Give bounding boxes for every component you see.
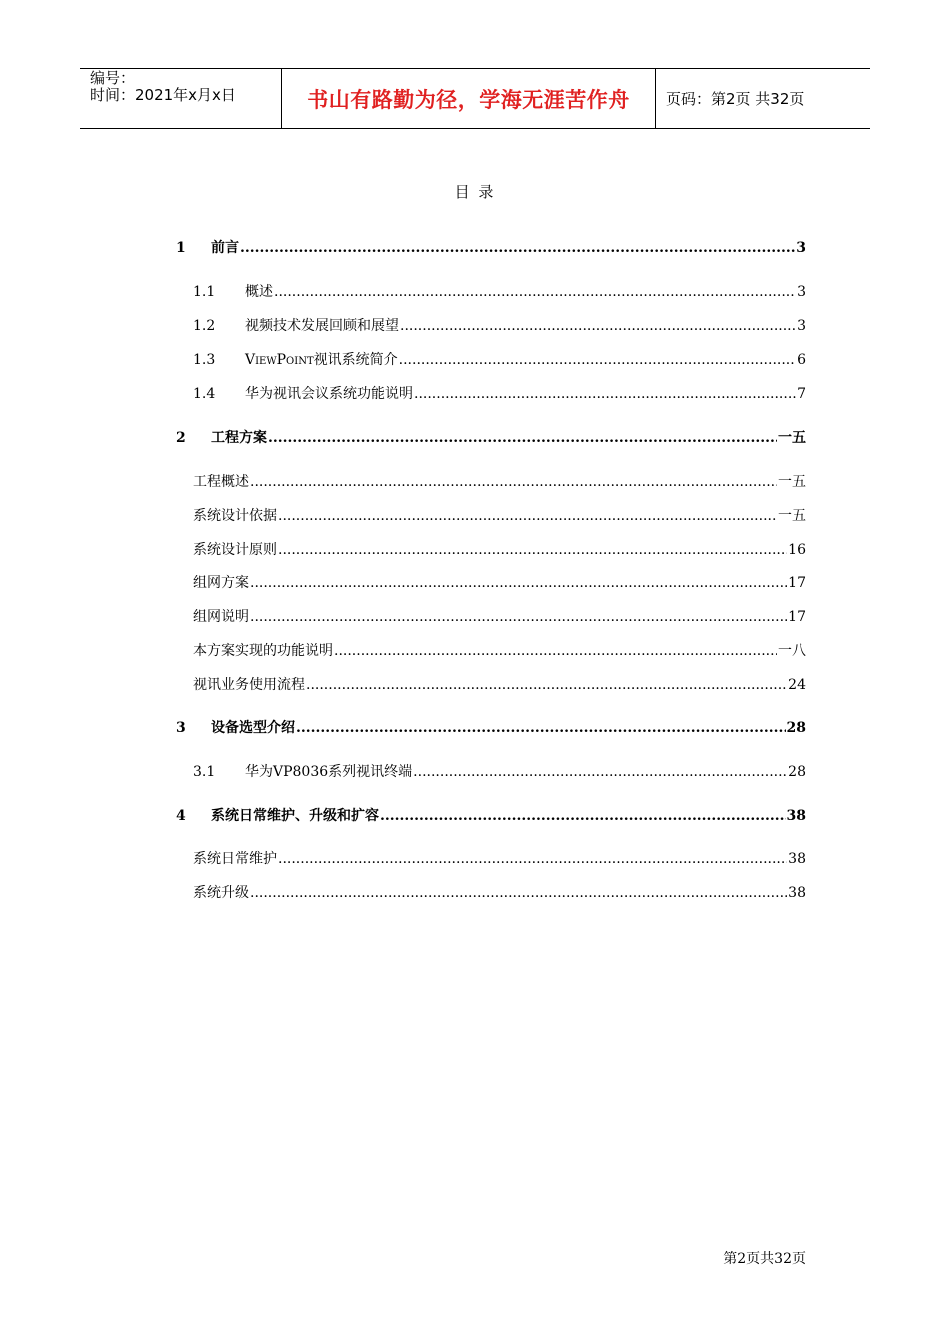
header-motto: 书山有路勤为径，学海无涯苦作舟 — [282, 69, 656, 128]
toc-entry[interactable] — [193, 316, 806, 336]
toc-entry[interactable] — [193, 883, 806, 903]
toc-entry-title: 视讯业务使用流程 — [193, 677, 305, 693]
toc-entry-number: 1.3 — [193, 352, 216, 368]
toc-leader-dots — [274, 282, 796, 302]
toc-entry[interactable] — [193, 350, 806, 370]
toc-entry-title: 系统日常维护 — [193, 851, 277, 867]
toc-entry-title: 组网说明 — [193, 609, 249, 625]
toc-entry-page: 一五 — [778, 474, 806, 490]
toc-entry[interactable] — [193, 849, 806, 869]
toc-entry[interactable] — [193, 675, 806, 695]
toc-entry[interactable] — [193, 506, 806, 526]
toc-entry-title: 系统升级 — [193, 885, 249, 901]
toc-entry-page: 28 — [788, 764, 806, 780]
toc-leader-dots — [268, 428, 777, 448]
toc-entry-number: 2 — [176, 430, 186, 446]
toc-entry-number: 1.4 — [193, 386, 216, 402]
toc-entry-title: 工程概述 — [193, 474, 249, 490]
toc-leader-dots — [240, 238, 795, 258]
toc-entry[interactable] — [193, 472, 806, 492]
toc-entry-page: 3 — [797, 318, 806, 334]
toc-leader-dots — [278, 849, 787, 869]
toc-entry-number: 3 — [176, 720, 186, 736]
toc-entry[interactable] — [193, 762, 806, 782]
toc-leader-dots — [250, 607, 787, 627]
toc-entry-page: 17 — [788, 575, 806, 591]
toc-entry-title: 组网方案 — [193, 575, 249, 591]
toc-entry-number: 1.2 — [193, 318, 216, 334]
toc-leader-dots — [250, 573, 787, 593]
toc-entry-title: ViewPoint视讯系统简介 — [245, 352, 398, 368]
toc-entry[interactable] — [176, 806, 806, 826]
document-time-label: 时间：2021年x月x日 — [90, 86, 236, 104]
toc-leader-dots — [278, 506, 777, 526]
toc-entry[interactable] — [193, 282, 806, 302]
toc-entry-number: 3.1 — [193, 764, 216, 780]
toc-entry-page: 24 — [788, 677, 806, 693]
toc-leader-dots — [399, 350, 796, 370]
toc-entry-page: 16 — [788, 542, 806, 558]
toc-entry-page: 38 — [788, 885, 806, 901]
toc-entry-title: 本方案实现的功能说明 — [193, 643, 333, 659]
toc-entry[interactable] — [176, 428, 806, 448]
toc-title: 目 录 — [454, 183, 496, 201]
toc-leader-dots — [413, 762, 787, 782]
toc-entry-page: 38 — [786, 808, 806, 824]
toc-entry-page: 17 — [788, 609, 806, 625]
toc-entry[interactable] — [193, 607, 806, 627]
toc-leader-dots — [250, 883, 787, 903]
toc-entry[interactable] — [193, 641, 806, 661]
toc-entry-title: 设备选型介绍 — [211, 720, 295, 736]
toc-entry-page: 一五 — [778, 430, 806, 446]
toc-entry[interactable] — [193, 384, 806, 404]
toc-leader-dots — [414, 384, 796, 404]
toc-entry-title: 华为视讯会议系统功能说明 — [245, 386, 413, 402]
toc-leader-dots — [380, 806, 786, 826]
toc-entry-title: 系统设计原则 — [193, 542, 277, 558]
page-footer: 第2页共32页 — [723, 1251, 806, 1267]
toc-entry-title: 前言 — [211, 240, 239, 256]
toc-entry-title: 视频技术发展回顾和展望 — [245, 318, 399, 334]
toc-entry-page: 3 — [797, 284, 806, 300]
toc-entry-number: 4 — [176, 808, 186, 824]
toc-entry-page: 28 — [786, 720, 806, 736]
toc-entry[interactable] — [193, 540, 806, 560]
toc-leader-dots — [278, 540, 787, 560]
toc-entry-title: 系统日常维护、升级和扩容 — [211, 808, 379, 824]
toc-leader-dots — [400, 316, 796, 336]
toc-entry-number: 1.1 — [193, 284, 216, 300]
toc-entry-page: 38 — [788, 851, 806, 867]
toc-entry[interactable] — [193, 573, 806, 593]
toc-entry-title: 华为VP8036系列视讯终端 — [245, 764, 413, 780]
toc-entry-page: 6 — [797, 352, 806, 368]
toc-entry-title: 工程方案 — [211, 430, 267, 446]
toc-entry-title: 系统设计依据 — [193, 508, 277, 524]
toc-entry-page: 3 — [796, 240, 806, 256]
toc-entry[interactable] — [176, 238, 806, 258]
toc-entry-number: 1 — [176, 240, 186, 256]
toc-leader-dots — [250, 472, 777, 492]
document-number-label: 编号： — [90, 69, 136, 87]
toc-leader-dots — [334, 641, 777, 661]
toc-leader-dots — [306, 675, 787, 695]
toc-entry-page: 一五 — [778, 508, 806, 524]
toc-leader-dots — [296, 718, 786, 738]
toc-entry-page: 一八 — [778, 643, 806, 659]
toc-entry[interactable] — [176, 718, 806, 738]
toc-entry-page: 7 — [797, 386, 806, 402]
toc-entry-title: 概述 — [245, 284, 273, 300]
header-page-info: 页码：第2页 共32页 — [666, 90, 805, 108]
